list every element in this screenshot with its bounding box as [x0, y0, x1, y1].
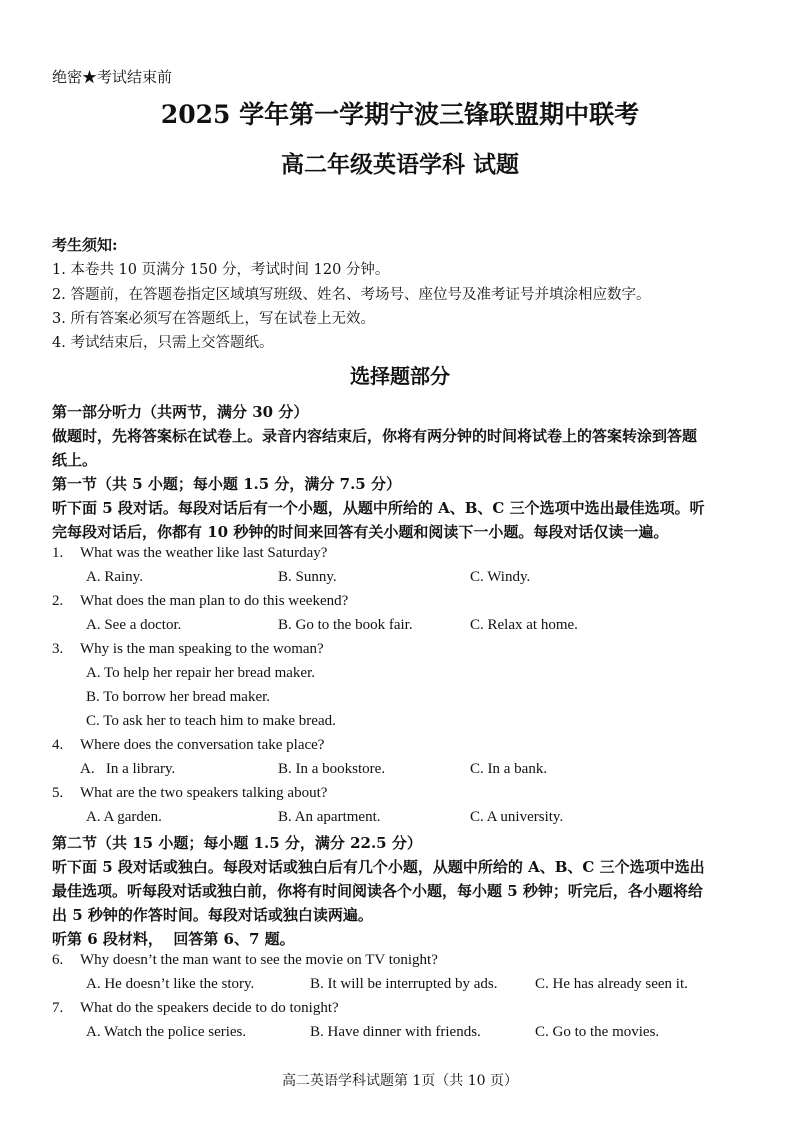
option-a: A. A garden.	[86, 809, 162, 825]
option-c: C. In a bank.	[470, 761, 548, 777]
confidential-seal: 绝密★考试结束前	[52, 68, 173, 86]
option-c: C. He has already seen it.	[535, 976, 688, 992]
question-number: 2.	[52, 593, 64, 609]
option-b: B. It will be interrupted by ads.	[310, 976, 498, 992]
section2-instruction: 听下面 5 段对话或独白。每段对话或独白后有几个小题，从题中所给的 A、B、C 三个选项中选出	[52, 858, 705, 876]
option-a: A. To help her repair her bread maker.	[86, 665, 315, 681]
option-b: B. Sunny.	[278, 569, 337, 585]
question-text: What are the two speakers talking about?	[80, 785, 328, 801]
option-a: A. In a library.	[80, 761, 176, 777]
section1-instruction: 完每段对话后，你都有 10 秒钟的时间来回答有关小题和阅读下一小题。每段对话仅读一遍。	[52, 523, 669, 541]
question-number: 5.	[52, 785, 64, 801]
notice-item: 1. 本卷共 10 页满分 150 分，考试时间 120 分钟。	[52, 262, 390, 278]
section1-instruction: 听下面 5 段对话。每段对话后有一个小题，从题中所给的 A、B、C 三个选项中选出最佳选项。听	[52, 499, 705, 517]
option-a: A. Rainy.	[86, 569, 143, 585]
question-text: Why is the man speaking to the woman?	[80, 641, 324, 657]
notice-item: 4. 考试结束后，只需上交答题纸。	[52, 335, 274, 351]
option-c: C. A university.	[470, 809, 564, 825]
part1-heading: 第一部分听力（共两节，满分 30 分）	[52, 403, 309, 421]
exam-subtitle: 高二年级英语学科 试题	[280, 151, 519, 178]
question-number: 4.	[52, 737, 64, 753]
question-text: What do the speakers decide to do tonight?	[80, 1000, 339, 1016]
page-footer: 高二英语学科试题第 1页（共 10 页）	[281, 1073, 519, 1089]
option-b: B. In a bookstore.	[278, 761, 386, 777]
section2-heading: 第二节（共 15 小题；每小题 1.5 分，满分 22.5 分）	[52, 834, 422, 852]
question-number: 1.	[52, 545, 64, 561]
part1-instruction: 纸上。	[52, 451, 98, 469]
notice-item: 2. 答题前，在答题卷指定区域填写班级、姓名、考场号、座位号及准考证号并填涂相应数字。	[52, 287, 651, 303]
question-text: Where does the conversation take place?	[80, 737, 325, 753]
question-text: Why doesn’t the man want to see the movie on TV tonight?	[80, 952, 438, 968]
notice-heading: 考生须知:	[52, 236, 118, 254]
option-b: B. Go to the book fair.	[278, 617, 413, 633]
question-number: 7.	[52, 1000, 64, 1016]
part1-instruction: 做题时，先将答案标在试卷上。录音内容结束后，你将有两分钟的时间将试卷上的答案转涂到答题	[52, 427, 698, 445]
option-a: A. He doesn’t like the story.	[86, 976, 255, 992]
exam-title: 2025 学年第一学期宁波三锋联盟期中联考	[160, 100, 640, 129]
option-c: C. To ask her to teach him to make bread.	[86, 713, 336, 729]
question-text: What was the weather like last Saturday?	[80, 545, 328, 561]
question-number: 6.	[52, 952, 64, 968]
option-c: C. Go to the movies.	[535, 1024, 660, 1040]
option-b: B. To borrow her bread maker.	[86, 689, 271, 705]
question-number: 3.	[52, 641, 64, 657]
section2-instruction: 出 5 秒钟的作答时间。每段对话或独白读两遍。	[52, 906, 373, 924]
question-text: What does the man plan to do this weekend?	[80, 593, 349, 609]
material-note: 听第 6 段材料， 回答第 6、7 题。	[52, 930, 295, 948]
section-title: 选择题部分	[350, 364, 450, 388]
option-b: B. An apartment.	[278, 809, 381, 825]
section2-instruction: 最佳选项。听每段对话或独白前，你将有时间阅读各个小题，每小题 5 秒钟；听完后，各小题将给	[52, 882, 703, 900]
option-b: B. Have dinner with friends.	[310, 1024, 481, 1040]
option-c: C. Relax at home.	[470, 617, 578, 633]
option-c: C. Windy.	[470, 569, 531, 585]
section1-heading: 第一节（共 5 小题；每小题 1.5 分，满分 7.5 分）	[52, 475, 401, 493]
notice-item: 3. 所有答案必须写在答题纸上，写在试卷上无效。	[52, 311, 375, 327]
option-a: A. See a doctor.	[86, 617, 182, 633]
option-a: A. Watch the police series.	[86, 1024, 247, 1040]
